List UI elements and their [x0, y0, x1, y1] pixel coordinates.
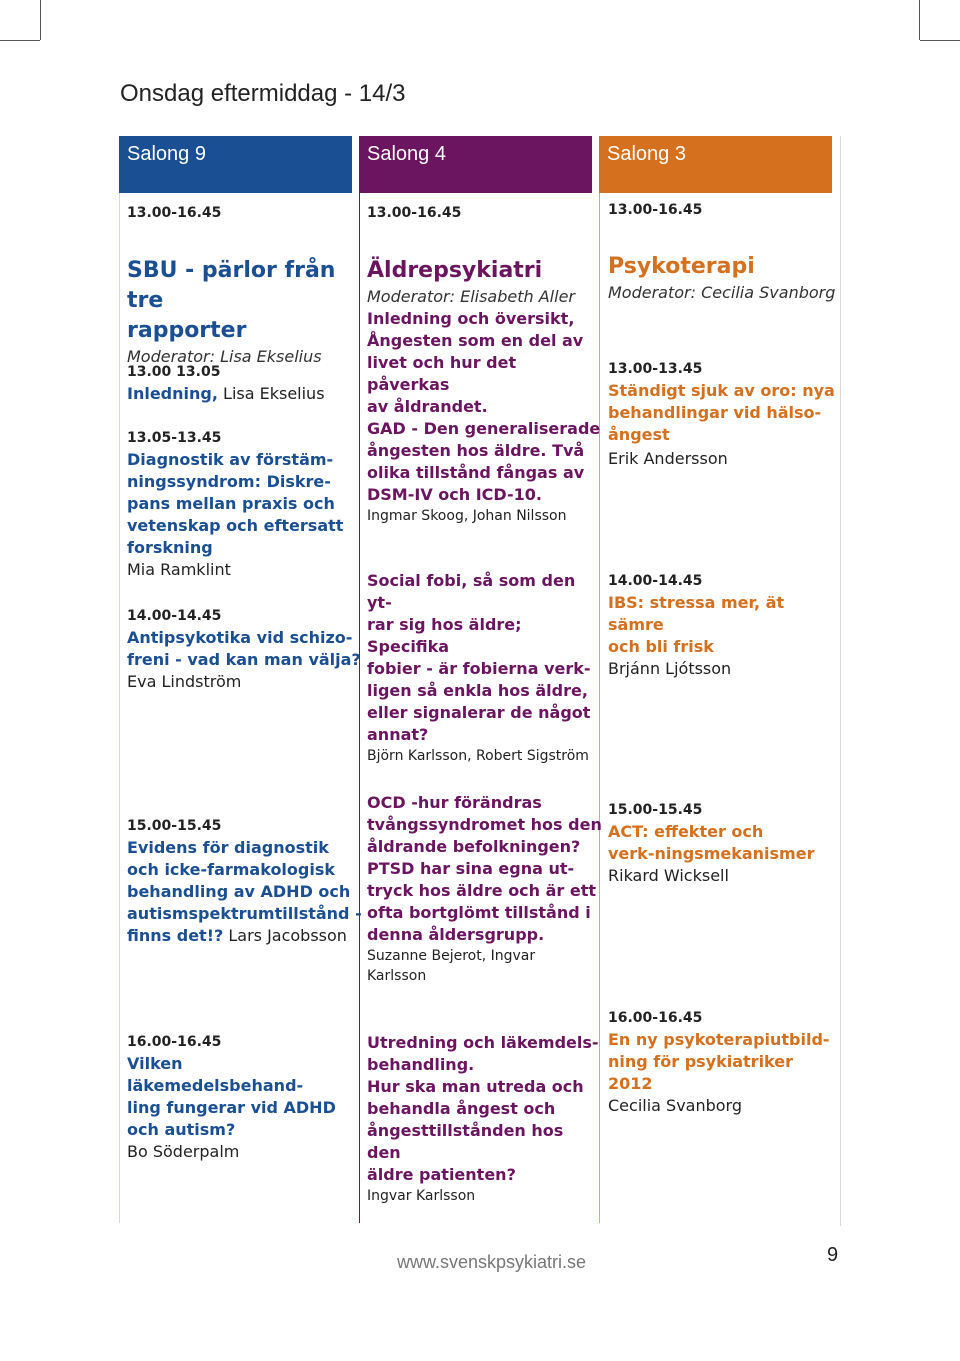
footer-url: www.svenskpsykiatri.se	[397, 1252, 587, 1272]
title-line: ACT: effekter och	[608, 822, 764, 841]
title-line: ning för psykiatriker 2012	[608, 1052, 794, 1093]
crop-mark	[919, 0, 920, 40]
program-item	[127, 816, 362, 947]
item-title	[127, 449, 362, 559]
crop-mark	[40, 0, 41, 40]
salong-4-intro	[367, 256, 602, 526]
title-line: och bli frisk	[608, 637, 714, 656]
item-title	[608, 592, 843, 658]
heading-line: SBU - pärlor från tre	[127, 258, 336, 313]
title-line: av åldrandet.	[367, 397, 488, 416]
title-line: Social fobi, så som den yt-	[367, 571, 576, 612]
title-line: äldre patienten?	[367, 1165, 516, 1184]
title-line: PTSD har sina egna ut-	[367, 859, 575, 878]
item-speaker: Lars Jacobsson	[223, 926, 347, 945]
item-time: 15.00-15.45	[127, 818, 222, 834]
item-title-text: Inledning,	[127, 384, 218, 403]
item-title	[608, 380, 843, 446]
title-line: och autism?	[127, 1120, 236, 1139]
program-item	[127, 362, 362, 405]
title-line: annat?	[367, 725, 429, 744]
column-divider	[119, 193, 120, 1223]
title-line: GAD - Den generaliserade	[367, 419, 601, 438]
item-speaker: Erik Andersson	[608, 449, 728, 468]
salong-9-time: 13.00-16.45	[127, 205, 222, 221]
item-speaker	[367, 946, 602, 986]
program-item	[608, 359, 843, 470]
item-title	[367, 792, 602, 858]
program-item	[367, 792, 602, 986]
title-line: behandla ångest och	[367, 1099, 556, 1118]
item-subtitle	[367, 1076, 602, 1186]
title-line: åldrande befolkningen?	[367, 837, 581, 856]
item-speaker: Björn Karlsson, Robert Sigström	[367, 748, 589, 764]
title-line: forskning	[127, 538, 213, 557]
title-line: IBS: stressa mer, ät sämre	[608, 593, 785, 634]
title-line: ångesten hos äldre. Två	[367, 441, 585, 460]
title-line: tvångssyndromet hos den	[367, 815, 602, 834]
title-line: Ångesten som en del av	[367, 331, 584, 350]
program-item	[127, 1032, 362, 1163]
title-line: ling fungerar vid ADHD	[127, 1098, 336, 1117]
salong-4-header: Salong 4	[359, 136, 592, 193]
session-heading: Äldrepsykiatri	[367, 258, 543, 283]
item-title	[127, 383, 362, 405]
title-line: eller signalerar de något	[367, 703, 591, 722]
title-line: Ständigt sjuk av oro: nya	[608, 381, 835, 400]
item-time: 13.05-13.45	[127, 430, 222, 446]
item-subtitle	[367, 418, 602, 506]
moderator: Moderator: Lisa Ekselius	[127, 347, 322, 366]
program-item	[608, 800, 843, 887]
item-title	[127, 1053, 362, 1141]
title-line: Vilken läkemedelsbehand-	[127, 1054, 304, 1095]
title-line: denna åldersgrupp.	[367, 925, 545, 944]
item-speaker: Cecilia Svanborg	[608, 1096, 743, 1115]
item-speaker: Eva Lindström	[127, 672, 242, 691]
salong-9-header: Salong 9	[119, 136, 352, 193]
title-line: tryck hos äldre och är ett	[367, 881, 597, 900]
title-line: Diagnostik av förstäm-	[127, 450, 334, 469]
title-line: OCD -hur förändras	[367, 793, 542, 812]
program-item	[608, 571, 843, 680]
item-title	[367, 570, 602, 746]
program-item	[367, 570, 602, 766]
moderator: Moderator: Cecilia Svanborg	[608, 283, 836, 302]
program-item	[367, 1032, 602, 1206]
title-line: behandlingar vid hälso-	[608, 403, 822, 422]
item-title	[127, 837, 362, 947]
crop-mark	[0, 40, 40, 41]
title-line: Inledning och översikt,	[367, 309, 575, 328]
title-line: Utredning och läkemdels-	[367, 1033, 599, 1052]
title-line: ligen så enkla hos äldre,	[367, 681, 588, 700]
session-heading: Psykoterapi	[608, 254, 755, 279]
program-item	[127, 428, 362, 581]
title-line: pans mellan praxis och	[127, 494, 335, 513]
title-line: DSM-IV och ICD-10.	[367, 485, 542, 504]
item-title	[127, 627, 362, 671]
item-time: 16.00-16.45	[608, 1010, 703, 1026]
salong-9-intro	[127, 256, 362, 368]
salong-3-intro	[608, 252, 843, 304]
item-title	[367, 308, 602, 418]
title-line: fobier - är fobierna verk-	[367, 659, 591, 678]
salong-3-time: 13.00-16.45	[608, 202, 703, 218]
speaker-line: Suzanne Bejerot, Ingvar	[367, 948, 536, 964]
item-title	[608, 821, 843, 865]
item-title	[367, 1032, 602, 1076]
title-line: En ny psykoterapiutbild-	[608, 1030, 830, 1049]
title-line: freni - vad kan man välja?	[127, 650, 361, 669]
title-line-last: finns det!?	[127, 926, 224, 945]
page-number: 9	[827, 1244, 839, 1266]
title-line: olika tillstånd fångas av	[367, 463, 585, 482]
title-line: livet och hur det påverkas	[367, 353, 517, 394]
title-line: ningssyndrom: Diskre-	[127, 472, 331, 491]
title-line: Antipsykotika vid schizo-	[127, 628, 353, 647]
title-line: ångest	[608, 425, 670, 444]
item-speaker: Mia Ramklint	[127, 560, 231, 579]
session-heading	[127, 256, 362, 346]
moderator: Moderator: Elisabeth Aller	[367, 287, 575, 306]
item-time: 13.00-13.45	[608, 361, 703, 377]
item-time: 14.00-14.45	[608, 573, 703, 589]
title-line: vetenskap och eftersatt	[127, 516, 344, 535]
item-speaker: Rikard Wicksell	[608, 866, 729, 885]
heading-line: rapporter	[127, 318, 247, 343]
salong-4-time: 13.00-16.45	[367, 205, 462, 221]
title-line: behandling av ADHD och	[127, 882, 351, 901]
title-line: verk-ningsmekanismer	[608, 844, 815, 863]
item-speaker: Lisa Ekselius	[217, 384, 325, 403]
page-title: Onsdag eftermiddag - 14/3	[120, 80, 406, 107]
title-line	[127, 925, 362, 947]
title-line: ångesttillstånden hos den	[367, 1121, 564, 1162]
title-line: behandling.	[367, 1055, 475, 1074]
title-line: autismspektrumtillstånd -	[127, 904, 362, 923]
item-time: 14.00-14.45	[127, 608, 222, 624]
item-speaker: Ingmar Skoog, Johan Nilsson	[367, 508, 567, 524]
title-line: Evidens för diagnostik	[127, 838, 329, 857]
item-speaker: Brjánn Ljótsson	[608, 659, 732, 678]
program-item	[608, 1008, 843, 1117]
item-subtitle	[367, 858, 602, 946]
speaker-line: Karlsson	[367, 968, 427, 984]
title-line: och icke-farmakologisk	[127, 860, 336, 879]
item-time: 15.00-15.45	[608, 802, 703, 818]
item-speaker: Bo Söderpalm	[127, 1142, 240, 1161]
title-line: rar sig hos äldre; Specifika	[367, 615, 522, 656]
program-item	[127, 606, 362, 693]
title-line: ofta bortglömt tillstånd i	[367, 903, 591, 922]
item-time: 16.00-16.45	[127, 1034, 222, 1050]
crop-mark	[920, 40, 960, 41]
title-line: Hur ska man utreda och	[367, 1077, 584, 1096]
item-speaker: Ingvar Karlsson	[367, 1188, 476, 1204]
item-title	[608, 1029, 843, 1095]
item-time: 13.00 13.05	[127, 364, 221, 380]
salong-3-header: Salong 3	[599, 136, 832, 193]
